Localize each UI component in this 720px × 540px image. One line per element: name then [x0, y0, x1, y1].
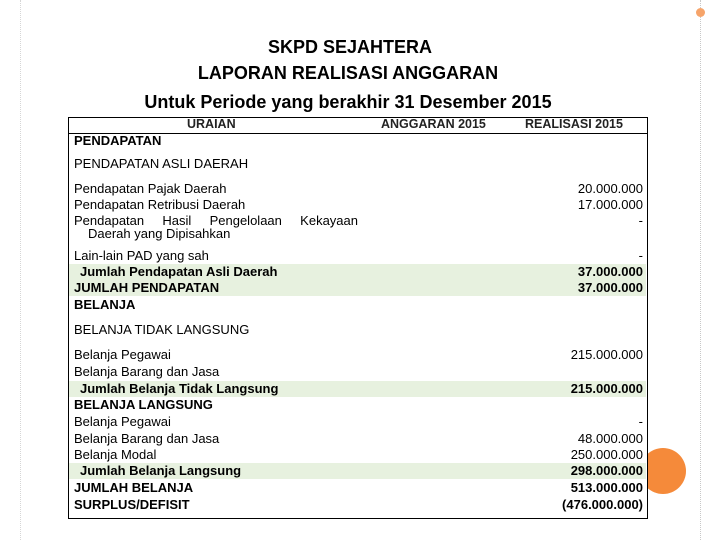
row-label-bl-modal: Belanja Modal — [74, 447, 157, 462]
row-value-bl-pegawai: - — [638, 414, 643, 429]
decorative-dot — [696, 8, 705, 17]
row-value-jumlah-btl: 215.000.000 — [570, 381, 643, 396]
row-value-retribusi: 17.000.000 — [577, 197, 643, 212]
subsection-pad: PENDAPATAN ASLI DAERAH — [74, 156, 249, 171]
row-label-retribusi: Pendapatan Retribusi Daerah — [74, 197, 246, 212]
row-label-jumlah-bl: Jumlah Belanja Langsung — [80, 463, 242, 478]
row-label-jumlah-belanja: JUMLAH BELANJA — [74, 480, 194, 495]
row-label-bl-pegawai: Belanja Pegawai — [74, 414, 171, 429]
row-value-jumlah-pad: 37.000.000 — [577, 264, 643, 279]
report-title: LAPORAN REALISASI ANGGARAN — [197, 63, 499, 83]
row-label-kekayaan: Pendapatan Hasil Pengelolaan Kekayaan — [74, 213, 358, 228]
section-pendapatan: PENDAPATAN — [74, 133, 162, 148]
row-value-jumlah-pendapatan: 37.000.000 — [577, 280, 643, 295]
row-label-pajak: Pendapatan Pajak Daerah — [74, 181, 227, 196]
row-label-surplus: SURPLUS/DEFISIT — [74, 497, 190, 512]
section-belanja: BELANJA — [74, 297, 136, 312]
row-value-kekayaan: - — [638, 213, 643, 228]
column-header-realisasi: REALISASI 2015 — [525, 117, 623, 131]
row-label-bl-barang: Belanja Barang dan Jasa — [74, 431, 220, 446]
row-value-bl-modal: 250.000.000 — [570, 447, 643, 462]
row-value-lain: - — [638, 248, 643, 263]
row-label-btl-barang: Belanja Barang dan Jasa — [74, 364, 220, 379]
row-label-kekayaan-cont: Daerah yang Dipisahkan — [88, 226, 231, 241]
row-label-lain: Lain-lain PAD yang sah — [74, 248, 209, 263]
row-label-jumlah-pendapatan: JUMLAH PENDAPATAN — [74, 280, 220, 295]
row-label-jumlah-pad: Jumlah Pendapatan Asli Daerah — [80, 264, 278, 279]
subsection-bl: BELANJA LANGSUNG — [74, 397, 213, 412]
subsection-btl: BELANJA TIDAK LANGSUNG — [74, 322, 250, 337]
row-value-surplus: (476.000.000) — [562, 497, 643, 512]
row-value-pajak: 20.000.000 — [577, 181, 643, 196]
report-period: Untuk Periode yang berakhir 31 Desember 2015 — [144, 92, 552, 112]
column-header-uraian: URAIAN — [187, 117, 236, 131]
row-value-jumlah-bl: 298.000.000 — [570, 463, 643, 478]
row-value-btl-pegawai: 215.000.000 — [570, 347, 643, 362]
row-label-jumlah-btl: Jumlah Belanja Tidak Langsung — [80, 381, 279, 396]
row-value-bl-barang: 48.000.000 — [577, 431, 643, 446]
report-entity-title: SKPD SEJAHTERA — [267, 37, 433, 57]
row-label-btl-pegawai: Belanja Pegawai — [74, 347, 171, 362]
row-value-jumlah-belanja: 513.000.000 — [570, 480, 643, 495]
column-header-anggaran: ANGGARAN 2015 — [381, 117, 486, 131]
